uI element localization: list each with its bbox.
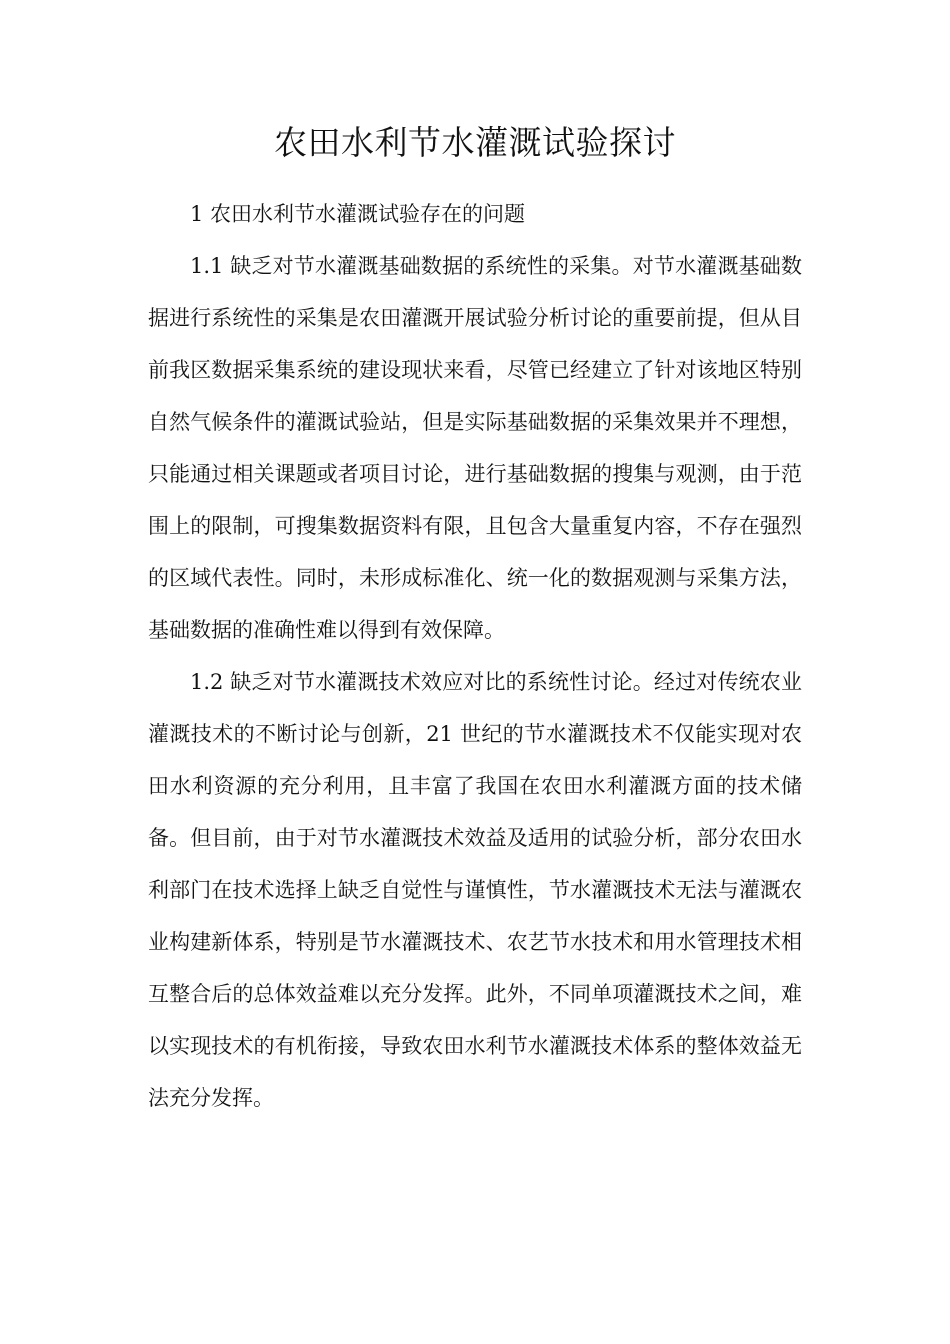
document-title: 农田水利节水灌溉试验探讨: [274, 123, 676, 162]
paragraph-1-1: 1.1 缺乏对节水灌溉基础数据的系统性的采集。对节水灌溉基础数据进行系统性的采集是农田灌溉开展试验分析讨论的重要前提，但从目前我区数据采集系统的建设现状来看，尽管已经建立了针对该地区特别自然气候条件的灌溉试验站，但是实际基础数据的采集效果并不理想，只能通过相关课题或者项目讨论，进行基础数据的搜集与观测，由于范围上的限制，可搜集数据资料有限，且包含大量重复内容，不存在强烈的区域代表性。同时，未形成标准化、统一化的数据观测与采集方法，基础数据的准确性难以得到有效保障。: [148, 254, 802, 642]
document-body: [148, 188, 802, 1124]
paragraph-1-2: 1.2 缺乏对节水灌溉技术效应对比的系统性讨论。经过对传统农业灌溉技术的不断讨论与创新，21 世纪的节水灌溉技术不仅能实现对农田水利资源的充分利用，且丰富了我国在农田水利灌溉方面的技术储备。但目前，由于对节水灌溉技术效益及适用的试验分析，部分农田水利部门在技术选择上缺乏自觉性与谨慎性，节水灌溉技术无法与灌溉农业构建新体系，特别是节水灌溉技术、农艺节水技术和用水管理技术相互整合后的总体效益难以充分发挥。此外，不同单项灌溉技术之间，难以实现技术的有机衔接，导致农田水利节水灌溉技术体系的整体效益无法充分发挥。: [148, 670, 802, 1110]
section-heading: 1 农田水利节水灌溉试验存在的问题: [190, 202, 526, 226]
